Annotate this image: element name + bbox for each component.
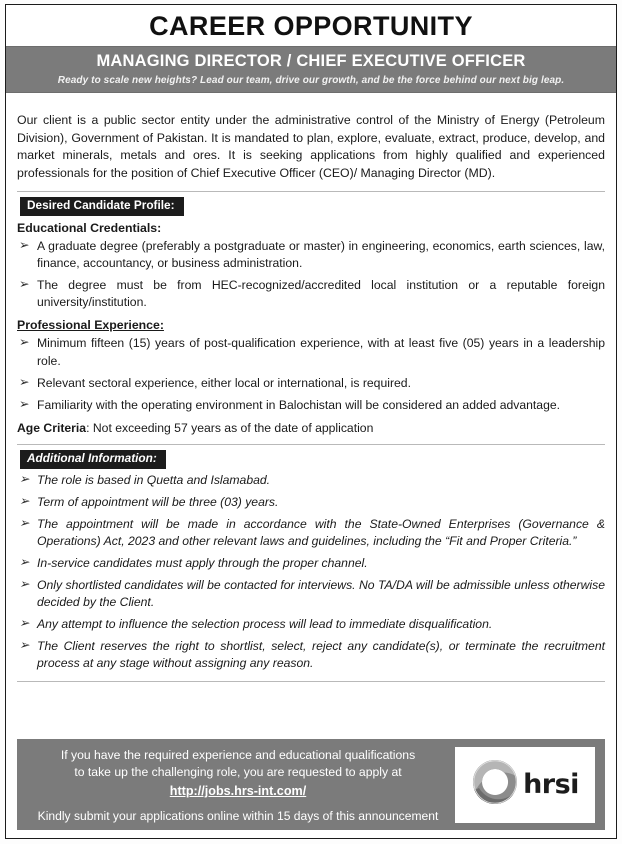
additional-information-block [17,449,605,472]
deadline-note: Kindly submit your applications online within 15 days of this announcement [37,809,439,823]
hrsi-ring-icon [471,758,519,811]
education-heading: Educational Credentials: [17,221,162,236]
experience-list [17,335,605,418]
list-item-text: The appointment will be made in accordance with the State-Owned Enterprises (Governance & Operations) Act, 2023 and other relevant laws and guidelines, including the “Fit and Proper Criteria.” [37,516,605,548]
list-item [17,494,605,511]
age-criteria-label: Age Criteria [17,420,87,435]
arrow-bullet-icon: ➢ [19,396,30,411]
list-item [17,238,605,272]
list-item [17,555,605,572]
list-item [17,277,605,311]
title-bar [6,5,616,46]
section-label-additional-information: Additional Information: [20,450,166,469]
divider-above-additional-info [17,444,605,445]
age-criteria-value: : Not exceeding 57 years as of the date of application [86,420,374,435]
list-item [17,616,605,633]
list-item-text: Relevant sectoral experience, either local or international, is required. [37,375,411,390]
arrow-bullet-icon: ➢ [19,515,30,530]
main-content [6,93,616,739]
intro-paragraph: Our client is a public sector entity under the administrative control of the Ministry of Energy (Petroleum Division), Government of Pakistan. It is mandated to plan, explore, evaluate, extract, produce, develop, and market minerals, metals and ores. It is seeking applications from highly qualified and experienced professionals for the position of Chief Executive Officer (CEO)/ Managing Director (MD). [17,113,605,180]
role-title: MANAGING DIRECTOR / CHIEF EXECUTIVE OFFICER [96,52,526,71]
arrow-bullet-icon: ➢ [19,493,30,508]
apply-line-2: to take up the challenging role, you are requested to apply at [74,765,402,780]
arrow-bullet-icon: ➢ [19,277,30,292]
page-title: CAREER OPPORTUNITY [149,11,473,41]
apply-url-wrapper [27,782,449,800]
list-item-text: Only shortlisted candidates will be contacted for interviews. No TA/DA will be admissible unless otherwise decided by the Client. [37,578,605,610]
apply-instructions [27,747,449,823]
divider-above-footer [17,681,605,682]
list-item [17,472,605,489]
arrow-bullet-icon: ➢ [19,638,30,653]
list-item [17,638,605,672]
list-item-text: The degree must be from HEC-recognized/accredited local institution or a reputable foreign university/institution. [37,278,605,310]
list-item [17,375,605,392]
list-item-text: Any attempt to influence the selection process will lead to immediate disqualification. [37,617,493,632]
arrow-bullet-icon: ➢ [19,238,30,253]
arrow-bullet-icon: ➢ [19,374,30,389]
hrsi-logo [455,747,595,823]
arrow-bullet-icon: ➢ [19,555,30,570]
section-label-desired-candidate-profile: Desired Candidate Profile: [20,197,184,216]
arrow-bullet-icon: ➢ [19,335,30,350]
list-item-text: The role is based in Quetta and Islamabad. [37,472,271,487]
list-item [17,397,605,414]
apply-url-link[interactable]: http://jobs.hrs-int.com/ [169,784,307,798]
list-item [17,516,605,550]
list-item-text: In-service candidates must apply through the proper channel. [37,556,368,571]
additional-information-list [17,472,605,678]
apply-line-1: If you have the required experience and educational qualifications [60,747,416,762]
age-criteria-line [17,420,605,437]
divider-above-profile [17,191,605,192]
arrow-bullet-icon: ➢ [19,577,30,592]
list-item-text: Familiarity with the operating environment in Balochistan will be considered an added advantage. [37,397,561,412]
list-item-text: The Client reserves the right to shortlist, select, reject any candidate(s), or terminate the recruitment process at any stage without assigning any reason. [37,639,605,671]
experience-heading: Professional Experience: [17,318,164,333]
list-item-text: Minimum fifteen (15) years of post-qualification experience, with at least five (05) years in a leadership role. [37,336,605,368]
advertisement-body [5,4,617,839]
list-item [17,577,605,611]
hrsi-wordmark: hrsi [523,769,579,801]
footer-wrapper [6,739,616,838]
apply-footer-box [17,739,605,830]
arrow-bullet-icon: ➢ [19,616,30,631]
education-list [17,238,605,316]
list-item [17,335,605,369]
list-item-text: Term of appointment will be three (03) years. [37,494,279,509]
arrow-bullet-icon: ➢ [19,471,30,486]
role-band [6,46,616,93]
role-tagline: Ready to scale new heights? Lead our team, drive our growth, and be the force behind our next big leap. [57,75,565,87]
list-item-text: A graduate degree (preferably a postgraduate or master) in engineering, economics, earth sciences, law, finance, accountancy, or business administration. [37,239,605,271]
desired-candidate-profile-block [17,196,605,219]
